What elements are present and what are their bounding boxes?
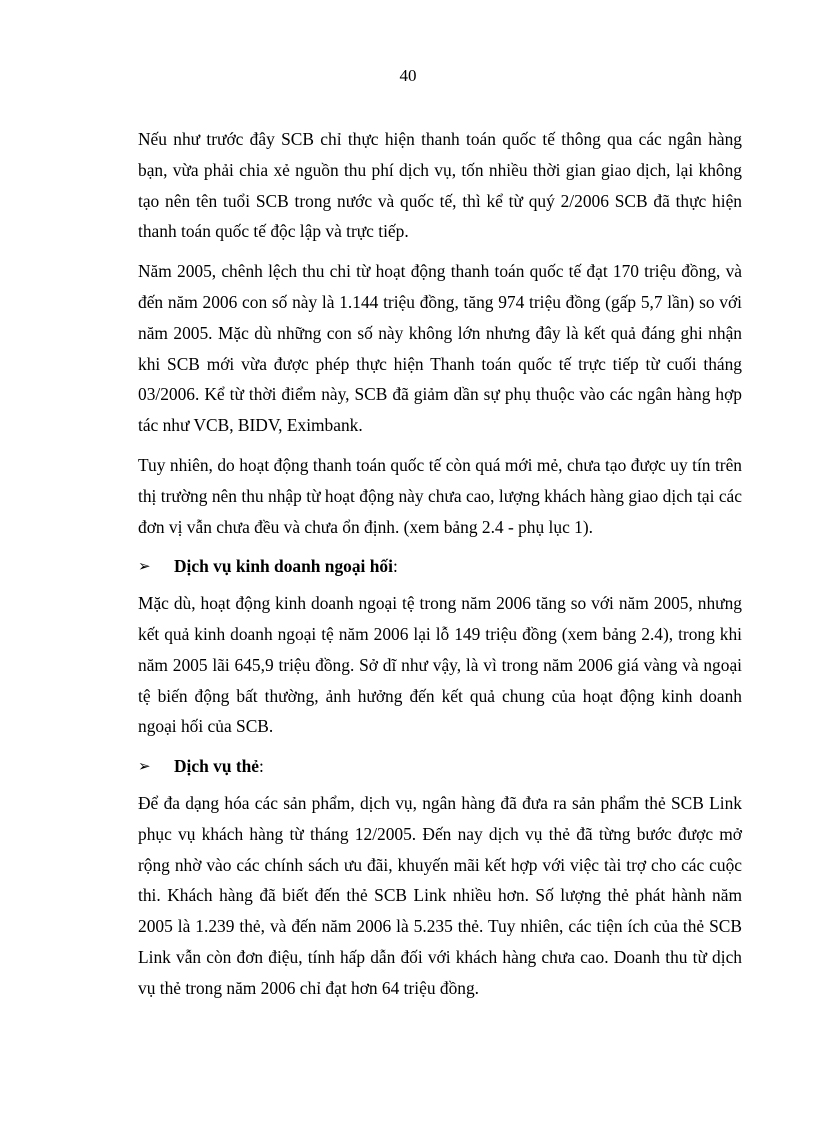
- section-heading-foreign-exchange: [138, 551, 742, 582]
- body-content: [138, 124, 742, 1013]
- heading-colon: :: [259, 756, 264, 777]
- paragraph-international-payment-intro: Nếu như trước đây SCB chỉ thực hiện thanh toán quốc tế thông qua các ngân hàng bạn, vừa phải chia xẻ nguồn thu phí dịch vụ, tốn nhiều thời gian giao dịch, lại không tạo nên tên tuổi SCB trong nước và quốc tế, thì kể từ quý 2/2006 SCB đã thực hiện thanh toán quốc tế độc lập và trực tiếp.: [138, 129, 742, 242]
- paragraph-card-service: Để đa dạng hóa các sản phẩm, dịch vụ, ngân hàng đã đưa ra sản phẩm thẻ SCB Link phục vụ khách hàng từ tháng 12/2005. Đến nay dịch vụ thẻ đã từng bước được mở rộng nhờ vào các chính sách ưu đãi, khuyến mãi kết hợp với việc tài trợ cho các cuộc thi. Khách hàng đã biết đến thẻ SCB Link nhiều hơn. Số lượng thẻ phát hành năm 2005 là 1.239 thẻ, và đến năm 2006 là 5.235 thẻ. Tuy nhiên, các tiện ích của thẻ SCB Link vẫn còn đơn điệu, tính hấp dẫn đối với khách hàng chưa cao. Doanh thu từ dịch vụ thẻ trong năm 2006 chỉ đạt hơn 64 triệu đồng.: [138, 792, 742, 998]
- arrow-bullet-icon: ➢: [138, 557, 151, 576]
- paragraph-international-payment-limitations: Tuy nhiên, do hoạt động thanh toán quốc tế còn quá mới mẻ, chưa tạo được uy tín trên thị trường nên thu nhập từ hoạt động này chưa cao, lượng khách hàng giao dịch tại các đơn vị vẫn chưa đều và chưa ổn định. (xem bảng 2.4 - phụ lục 1).: [138, 454, 742, 537]
- page-number: 40: [399, 66, 417, 85]
- paragraph-foreign-exchange: Mặc dù, hoạt động kinh doanh ngoại tệ trong năm 2006 tăng so với năm 2005, nhưng kết quả kinh doanh ngoại tệ năm 2006 lại lỗ 149 triệu đồng (xem bảng 2.4), trong khi năm 2005 lãi 645,9 triệu đồng. Sở dĩ như vậy, là vì trong năm 2006 giá vàng và ngoại tệ biến động bất thường, ảnh hưởng đến kết quả chung của hoạt động kinh doanh ngoại hối của SCB.: [138, 593, 742, 737]
- arrow-bullet-icon: ➢: [138, 757, 151, 776]
- heading-foreign-exchange-text: Dịch vụ kinh doanh ngoại hối: [174, 556, 393, 577]
- heading-card-service-text: Dịch vụ thẻ: [174, 756, 260, 777]
- section-heading-card-service: [138, 751, 742, 782]
- paragraph-international-payment-results: Năm 2005, chênh lệch thu chi từ hoạt động thanh toán quốc tế đạt 170 triệu đồng, và đến năm 2006 con số này là 1.144 triệu đồng, tăng 974 triệu đồng (gấp 5,7 lần) so với năm 2005. Mặc dù những con số này không lớn nhưng đây là kết quả đáng ghi nhận khi SCB mới vừa được phép thực hiện Thanh toán quốc tế trực tiếp từ cuối tháng 03/2006. Kể từ thời điểm này, SCB đã giảm dần sự phụ thuộc vào các ngân hàng hợp tác như VCB, BIDV, Eximbank.: [138, 261, 742, 436]
- heading-colon: :: [392, 556, 398, 577]
